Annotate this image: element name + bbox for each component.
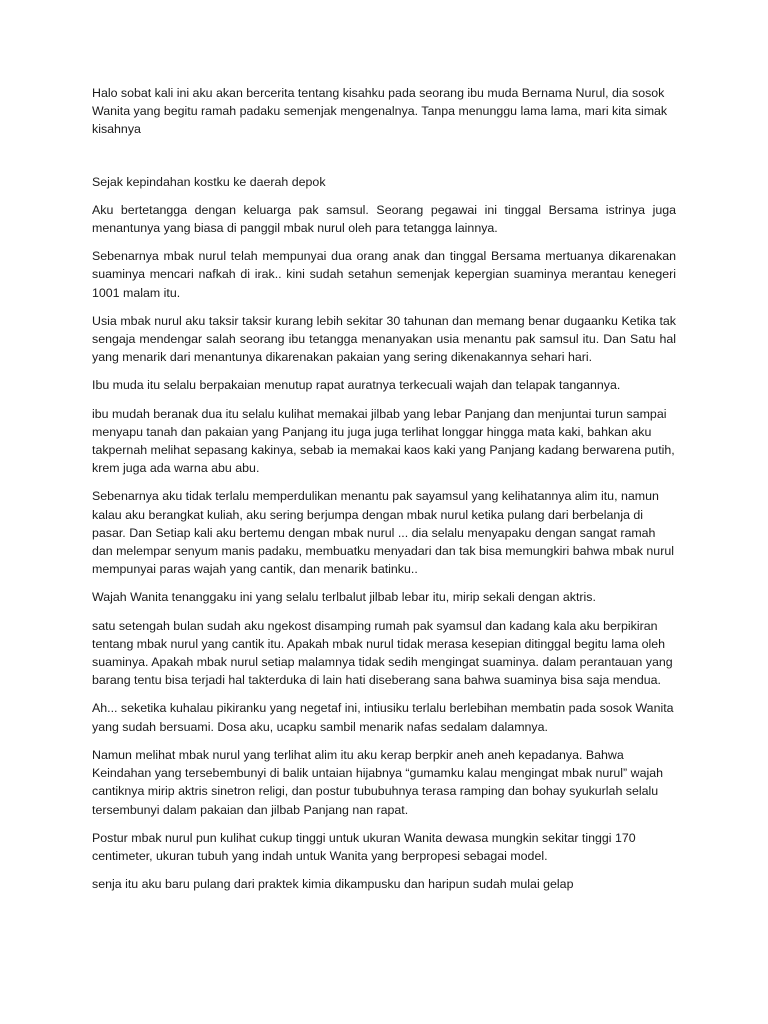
story-paragraph-8: satu setengah bulan sudah aku ngekost disamping rumah pak syamsul dan kadang kala aku berpikiran tentang mbak nurul yang cantik itu. Apakah mbak nurul tidak merasa kesepian ditinggal begitu lama oleh suaminya. Apakah mbak nurul setiap malamnya tidak sedih mengingat suaminya. dalam perantauan yang barang tentu bisa terjadi hal takterduka di lain hati diseberang sana bahwa suaminya bisa saja mendua. (92, 618, 673, 688)
story-paragraph-3: Usia mbak nurul aku taksir taksir kurang lebih sekitar 30 tahunan dan memang benar dugaanku Ketika tak sengaja mendengar salah seorang ibu tetangga menanyakan usia menantu pak samsul itu. Dan Satu hal yang menarik dari menantunya dikarenakan pakaian yang sering dikenakannya sehari hari. (92, 313, 676, 365)
story-paragraph-9: Ah... seketika kuhalau pikiranku yang negetaf ini, intiusiku terlalu berlebihan membatin pada sosok Wanita yang sudah bersuami. Dosa aku, ucapku sambil menarik nafas sedalam dalamnya. (92, 701, 674, 734)
story-paragraph-7: Wajah Wanita tenanggaku ini yang selalu terlbalut jilbab lebar itu, mirip sekali dengan aktris. (92, 590, 596, 605)
story-paragraph-11: Postur mbak nurul pun kulihat cukup tinggi untuk ukuran Wanita dewasa mungkin sekitar tinggi 170 centimeter, ukuran tubuh yang indah untuk Wanita yang berpropesi sebagai model. (92, 830, 636, 863)
story-paragraph-10: Namun melihat mbak nurul yang terlihat alim itu aku kerap berpkir aneh aneh kepadanya. Bahwa Keindahan yang tersebembunyi di balik untaian hijabnya “gumamku kalau mengingat mbak nurul” wajah cantiknya mirip aktris sinetron religi, dan postur tububuhnya terasa ramping dan bohay syukurlah selalu tersembunyi dalam pakaian dan jilbab Panjang nan rapat. (92, 747, 664, 817)
story-paragraph-1: Aku bertetangga dengan keluarga pak samsul. Seorang pegawai ini tinggal Bersama istrinya juga menantunya yang biasa di panggil mbak nurul oleh para tetangga lainnya. (92, 202, 676, 236)
story-paragraph-5: ibu mudah beranak dua itu selalu kulihat memakai jilbab yang lebar Panjang dan menjuntai turun sampai menyapu tanah dan pakaian yang Panjang itu juga juga terlihat longgar hingga mata kaki, bahkan aku takpernah melihat sepasang kakinya, sebab ia memakai kaos kaki yang Panjang kadang berwarena putih, krem juga ada warna abu abu. (92, 406, 675, 476)
story-paragraph-6: Sebenarnya aku tidak terlalu memperdulikan menantu pak sayamsul yang kelihatannya alim itu, namun kalau aku berangkat kuliah, aku sering berjumpa dengan mbak nurul ketika pulang dari berbelanja di pasar. Dan Setiap kali aku bertemu dengan mbak nurul ... dia selalu menyapaku dengan sangat ramah dan melempar senyum manis padaku, membuatku menyadari dan tak bisa memungkiri bahwa mbak nurul mempunyai paras wajah yang cantik, dan menarik batinku.. (92, 489, 674, 577)
story-paragraph-4: Ibu muda itu selalu berpakaian menutup rapat auratnya terkecuali wajah dan telapak tangannya. (92, 378, 621, 393)
document-page (92, 84, 676, 903)
story-paragraph-12: senja itu aku baru pulang dari praktek kimia dikampusku dan haripun sudah mulai gelap (92, 877, 574, 892)
section-heading: Sejak kepindahan kostku ke daerah depok (92, 174, 326, 189)
intro-paragraph: Halo sobat kali ini aku akan bercerita tentang kisahku pada seorang ibu muda Bernama Nurul, dia sosok Wanita yang begitu ramah padaku semenjak mengenalnya. Tanpa menunggu lama lama, mari kita simak kisahnya (92, 86, 668, 137)
story-paragraph-2: Sebenarnya mbak nurul telah mempunyai dua orang anak dan tinggal Bersama mertuanya dikarenakan suaminya mencari nafkah di irak.. kini sudah setahun semenjak kepergian suaminya merantau kenegeri 1001 malam itu. (92, 249, 676, 300)
